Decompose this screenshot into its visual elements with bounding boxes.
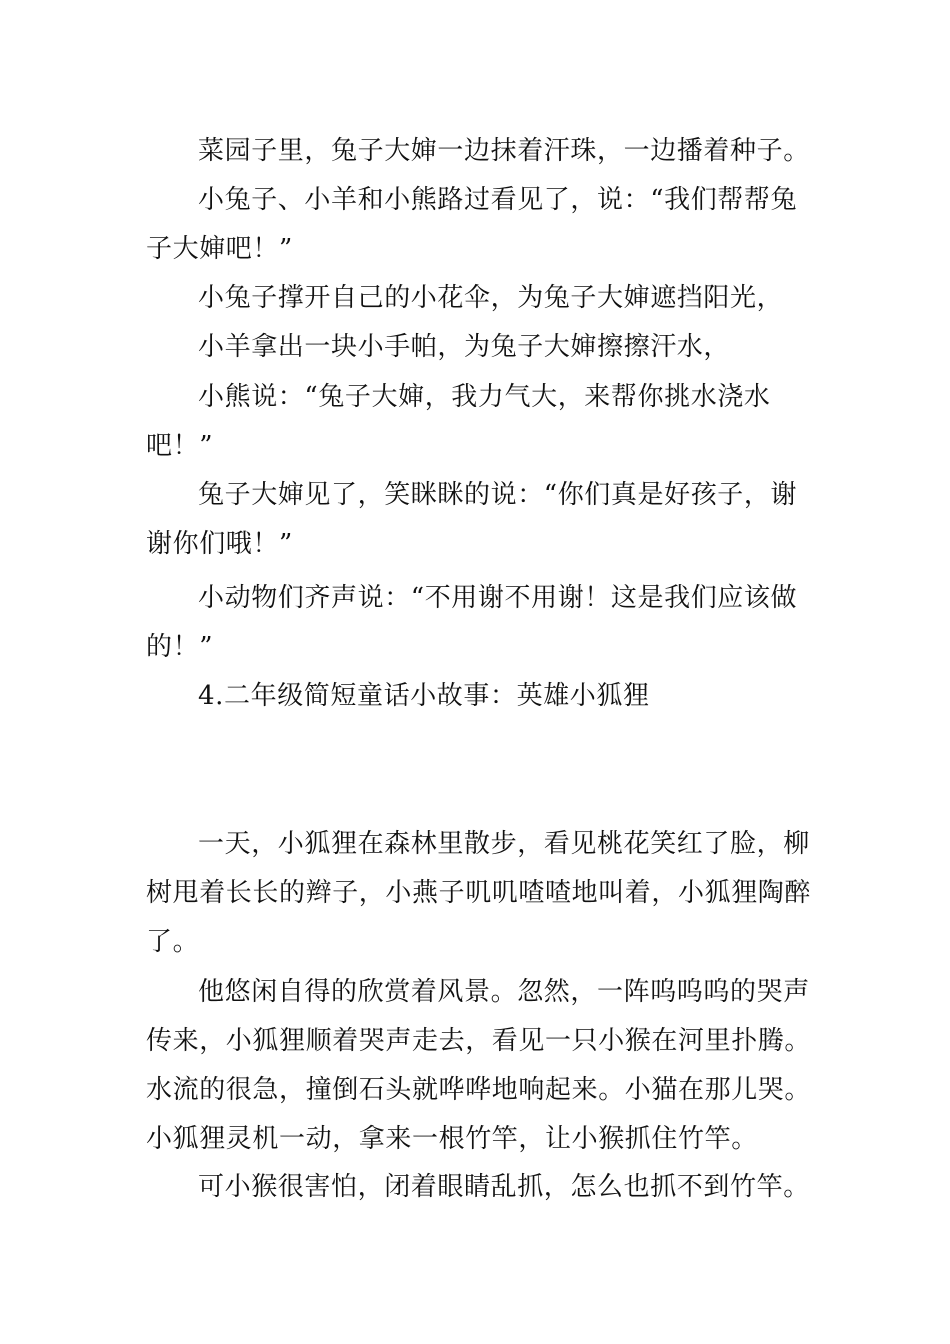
paragraph-5: 小熊说：“兔子大婶，我力气大，来帮你挑水浇水吧！” <box>146 382 771 461</box>
paragraph-2: 小兔子、小羊和小熊路过看见了，说：“我们帮帮兔子大婶吧！” <box>146 185 798 264</box>
paragraph-6: 兔子大婶见了，笑眯眯的说：“你们真是好孩子，谢谢你们哦！” <box>146 480 798 559</box>
paragraph-1: 菜园子里，兔子大婶一边抹着汗珠，一边播着种子。 <box>198 136 810 166</box>
paragraph-7: 小动物们齐声说：“不用谢不用谢！这是我们应该做的！” <box>146 583 798 662</box>
paragraph-3: 小兔子撑开自己的小花伞，为兔子大婶遮挡阳光， <box>198 283 784 313</box>
paragraph-4: 小羊拿出一块小手帕，为兔子大婶擦擦汗水， <box>198 332 731 362</box>
story-paragraph-2: 他悠闲自得的欣赏着风景。忽然，一阵呜呜呜的哭声传来，小狐狸顺着哭声走去，看见一只小猴在河里扑腾。水流的很急，撞倒石头就哗哗地响起来。小猫在那儿哭。小狐狸灵机一动，拿来一根竹竿，让小猴抓住竹竿。 <box>146 977 812 1154</box>
section-heading: 4.二年级简短童话小故事：英雄小狐狸 <box>198 681 650 711</box>
story-paragraph-1: 一天，小狐狸在森林里散步，看见桃花笑红了脸，柳树甩着长长的辫子，小燕子叽叽喳喳地叫着，小狐狸陶醉了。 <box>146 829 812 957</box>
story-paragraph-3: 可小猴很害怕，闭着眼睛乱抓，怎么也抓不到竹竿。 <box>198 1172 810 1202</box>
